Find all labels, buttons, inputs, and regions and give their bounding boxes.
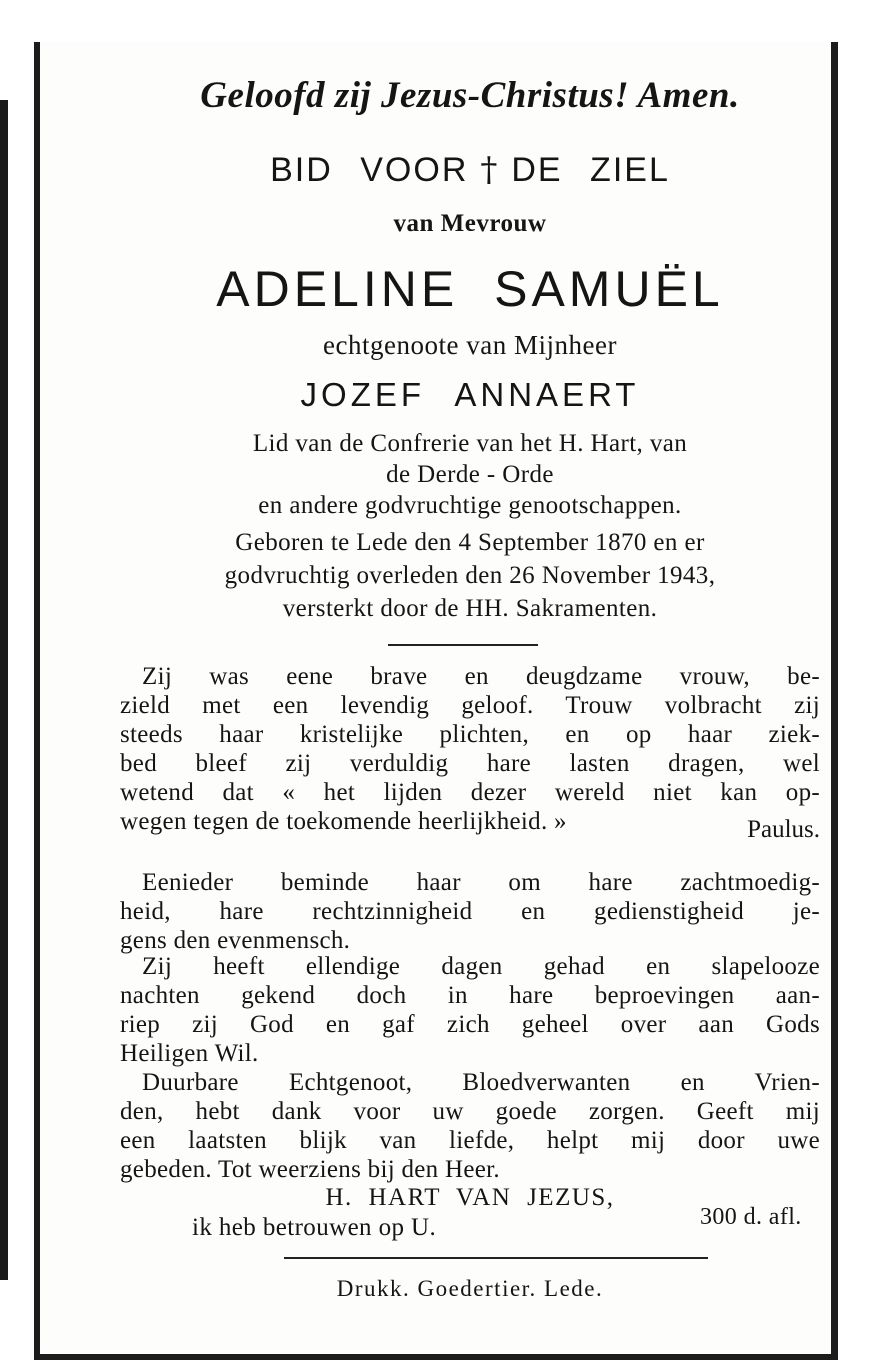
- prayer-right: DE ZIEL: [511, 151, 670, 189]
- dates-line: godvruchtig overleden den 26 November 1943,: [224, 562, 716, 589]
- membership-line: en andere godvruchtige genootschappen.: [258, 492, 682, 519]
- paragraph-suffering: [120, 952, 820, 1068]
- membership-line: de Derde - Orde: [386, 461, 554, 488]
- paragraph-line: Zij heeft ellendige dagen gehad en slapelooze: [142, 953, 820, 980]
- husband-name: JOZEF ANNAERT: [300, 376, 640, 413]
- prayer-heading: [120, 150, 820, 190]
- prayer-left: BID VOOR: [270, 151, 469, 189]
- paragraph-line: nachten gekend doch in hare beproevingen aan-: [120, 982, 820, 1009]
- membership-block: [120, 428, 820, 521]
- scan-edge: [0, 100, 8, 1280]
- dates-line: versterkt door de HH. Sakramenten.: [282, 595, 658, 622]
- cross-icon: †: [480, 150, 500, 190]
- divider: [388, 644, 538, 646]
- title-line: van Mevrouw: [393, 210, 547, 237]
- paragraph-line: Zij was eene brave en deugdzame vrouw, be-: [142, 663, 820, 690]
- quote-source: Paulus.: [747, 816, 820, 843]
- greeting: Geloofd zij Jezus-Christus! Amen.: [200, 75, 740, 116]
- deceased-name: ADELINE SAMUËL: [216, 261, 724, 317]
- paragraph-virtue: [120, 662, 820, 836]
- paragraph-line: wegen tegen de toekomende heerlijkheid. »: [120, 808, 567, 835]
- paragraph-line: Heiligen Wil.: [120, 1040, 259, 1067]
- paragraph-line: Duurbare Echtgenoot, Bloedverwanten en Vrien-: [142, 1069, 820, 1096]
- dates-block: [120, 526, 820, 625]
- paragraph-line: bed bleef zij verduldig hare lasten dragen, wel: [120, 750, 820, 777]
- indulgence-note: 300 d. afl.: [700, 1204, 802, 1230]
- paragraph-line: steeds haar kristelijke plichten, en op haar ziek-: [120, 721, 820, 748]
- paragraph-farewell: [120, 1068, 820, 1184]
- trust-line: ik heb betrouwen op U.: [192, 1214, 437, 1241]
- membership-line: Lid van de Confrerie van het H. Hart, van: [252, 430, 688, 457]
- paragraph-line: gebeden. Tot weerziens bij den Heer.: [120, 1156, 500, 1183]
- spouse-of-line: echtgenoote van Mijnheer: [323, 330, 617, 360]
- paragraph-line: een laatsten blijk van liefde, helpt mij door uwe: [120, 1127, 820, 1154]
- printer-credit: Drukk. Goedertier. Lede.: [336, 1276, 604, 1301]
- paragraph-line: wetend dat « het lijden dezer wereld niet kan op-: [120, 779, 820, 806]
- dates-line: Geboren te Lede den 4 September 1870 en er: [235, 529, 705, 556]
- paragraph-line: zield met een levendig geloof. Trouw volbracht zij: [120, 692, 820, 719]
- paragraph-line: riep zij God en gaf zich geheel over aan Gods: [120, 1011, 820, 1038]
- memorial-card: [34, 42, 838, 1360]
- paragraph-line: Eenieder beminde haar om hare zachtmoedig-: [142, 869, 820, 896]
- paragraph-beloved: [120, 868, 820, 955]
- paragraph-line: gens den evenmensch.: [120, 927, 351, 954]
- invocation: H. HART VAN JEZUS,: [325, 1184, 615, 1211]
- paragraph-line: den, hebt dank voor uw goede zorgen. Geeft mij: [120, 1098, 820, 1125]
- paragraph-line: heid, hare rechtzinnigheid en gedienstigheid je-: [120, 898, 820, 925]
- bottom-rule: [284, 1257, 708, 1259]
